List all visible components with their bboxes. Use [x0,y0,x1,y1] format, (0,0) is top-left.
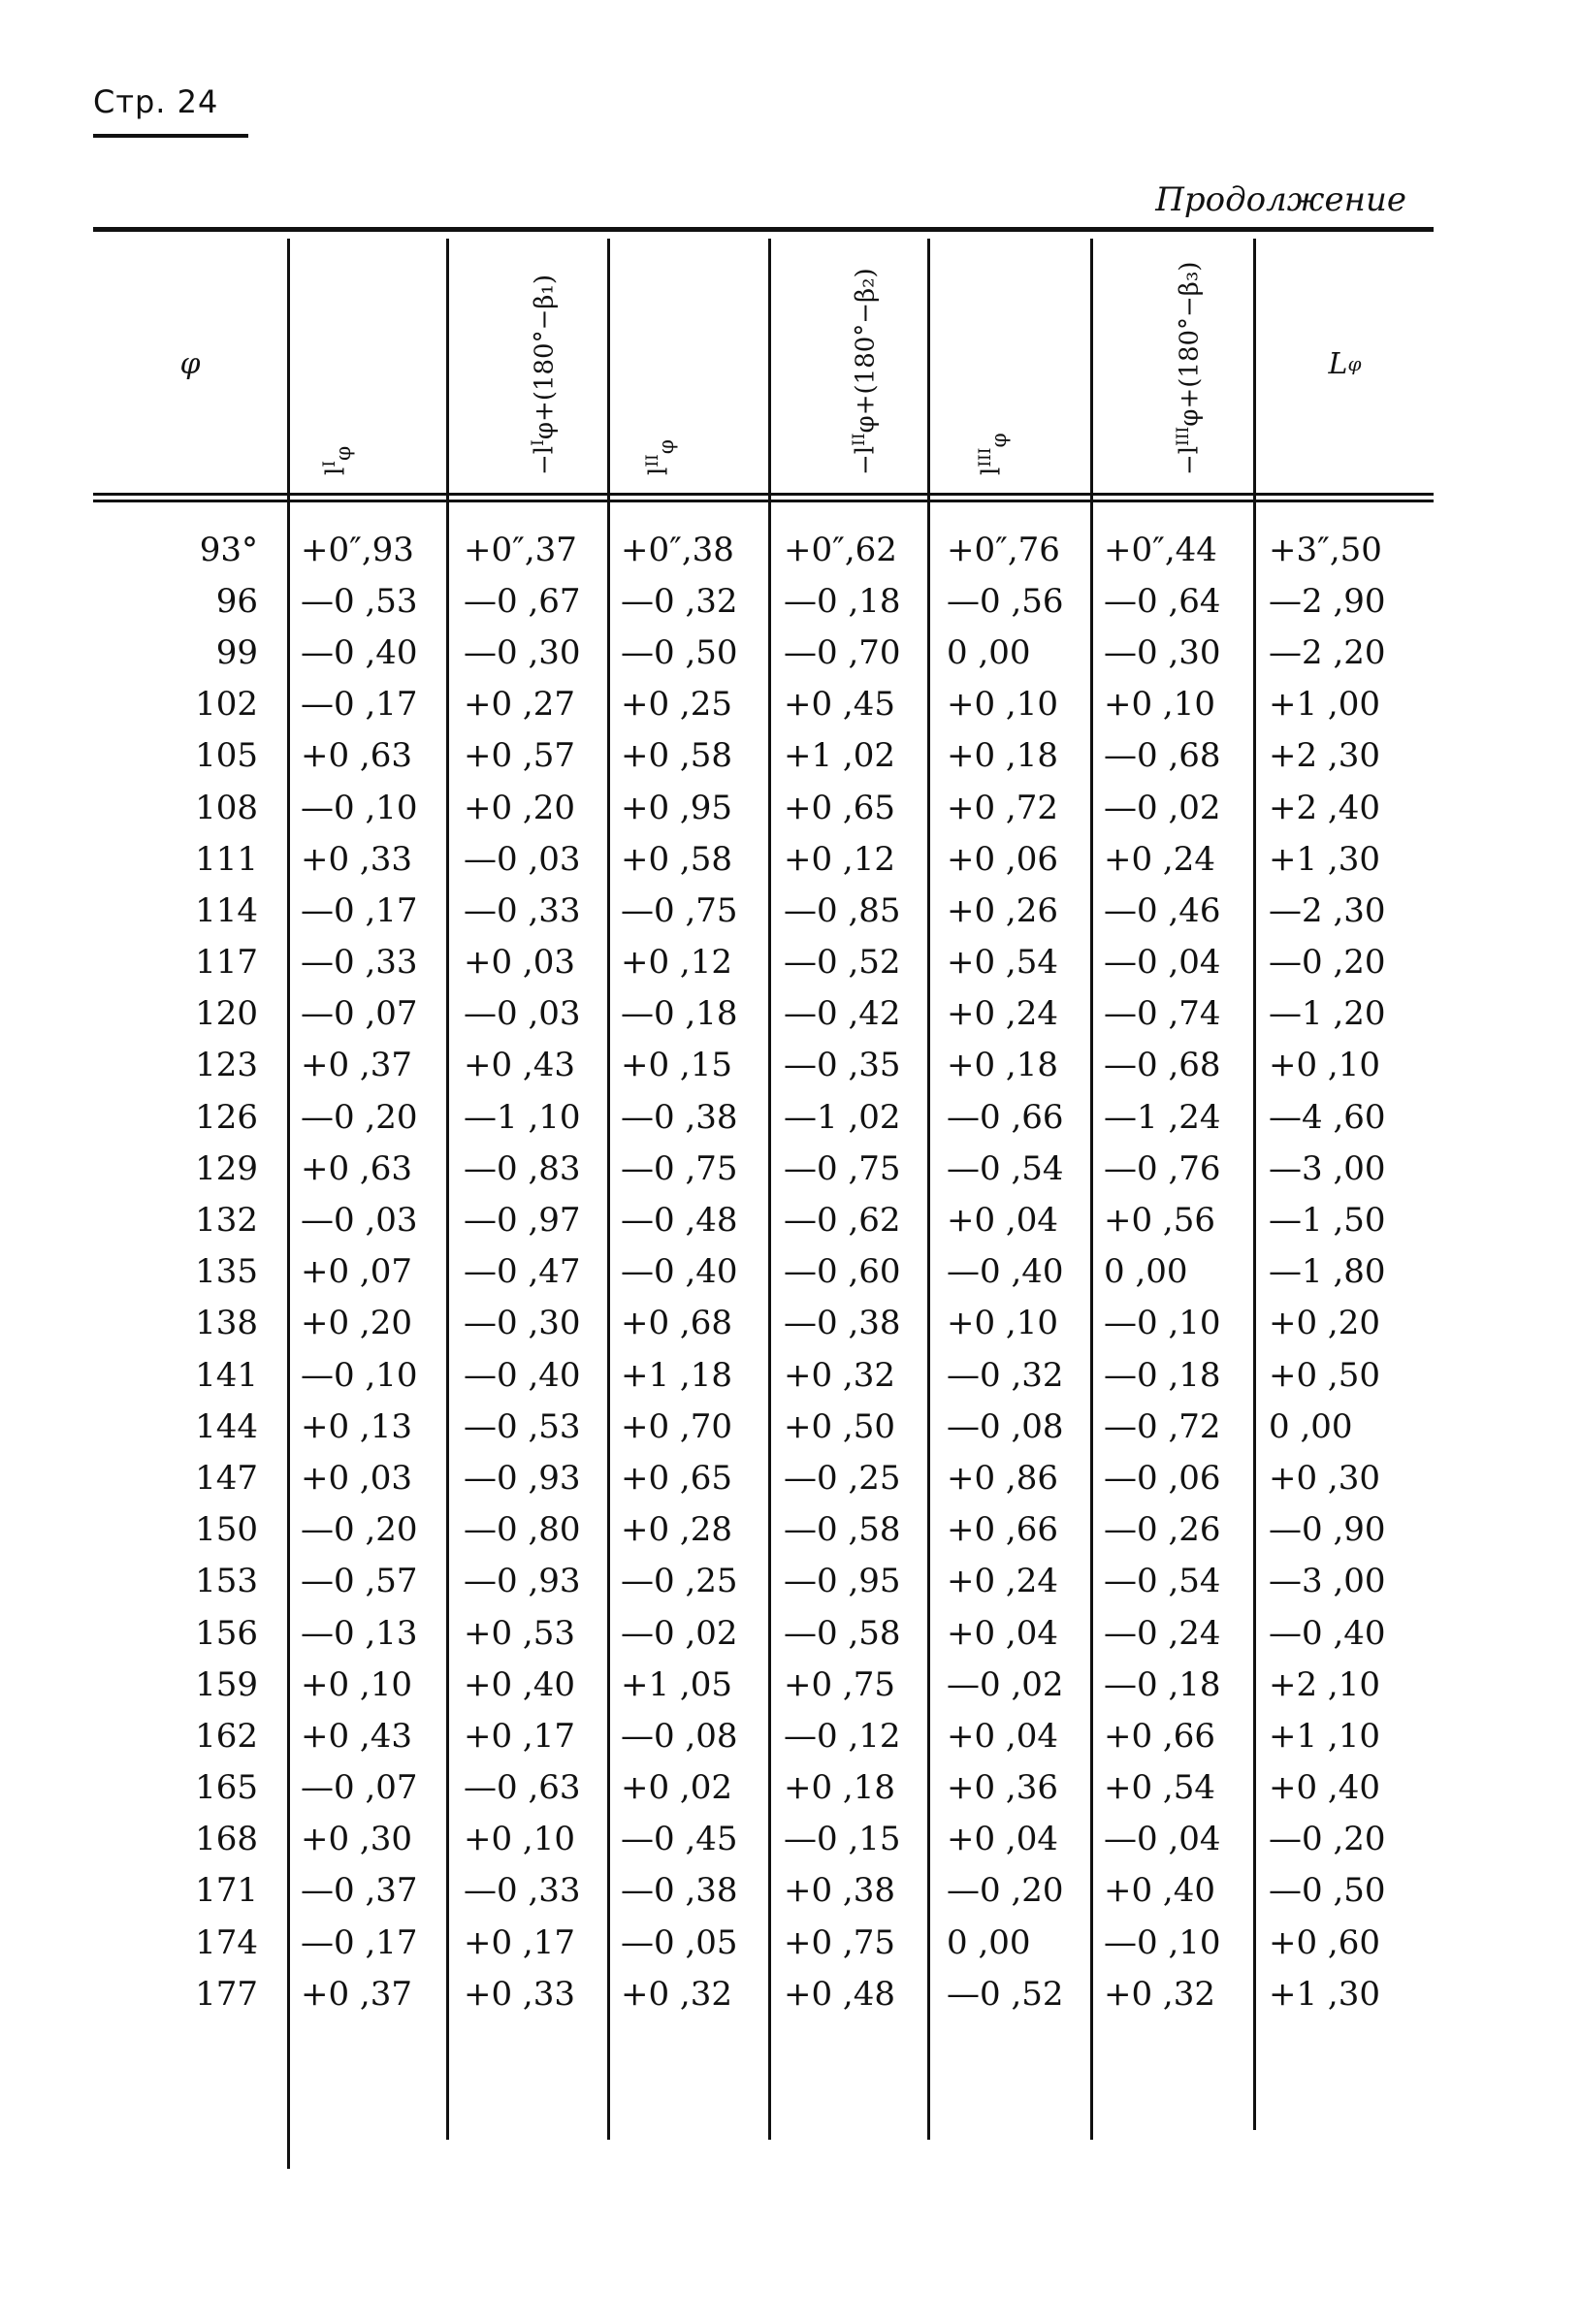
value-cell: +0″,44 [1104,530,1217,569]
table-row [93,575,1434,627]
value-cell: —0 ,60 [784,1252,901,1292]
value-cell: —0 ,45 [621,1820,738,1859]
table-row [93,1504,1434,1556]
value-cell: —0 ,97 [464,1201,581,1241]
value-cell: —0 ,38 [621,1097,738,1137]
value-cell: —0 ,57 [301,1562,418,1601]
value-cell: +0 ,58 [621,736,732,776]
value-cell: +0 ,18 [784,1768,895,1808]
table-row [93,1194,1434,1245]
table-row [93,1710,1434,1761]
table-row [93,885,1434,936]
value-cell: —0 ,05 [621,1922,738,1962]
value-cell: —0 ,33 [464,890,581,930]
table-row [93,1298,1434,1349]
value-cell: +0 ,54 [1104,1768,1215,1808]
value-cell: —0 ,17 [301,685,418,725]
value-cell: +0 ,43 [464,1046,575,1085]
phi-cell: 162 [195,1716,258,1756]
value-cell: +0 ,10 [947,1304,1058,1343]
value-cell: —0 ,33 [301,943,418,983]
value-cell: —0 ,48 [621,1201,738,1241]
value-cell: —0 ,52 [947,1974,1064,2014]
table-row [93,524,1434,575]
value-cell: —0 ,80 [464,1510,581,1550]
phi-cell: 150 [195,1510,258,1550]
table-row [93,782,1434,833]
value-cell: —3 ,00 [1269,1562,1386,1601]
value-cell: —0 ,95 [784,1562,901,1601]
table-row [93,1814,1434,1865]
value-cell: +0 ,32 [621,1974,732,2014]
value-cell: +0 ,03 [301,1458,412,1498]
value-cell: +0 ,36 [947,1768,1058,1808]
value-cell: +0 ,10 [301,1664,412,1704]
value-cell: —0 ,15 [784,1820,901,1859]
value-cell: —0 ,68 [1104,1046,1221,1085]
value-cell: +1 ,05 [621,1664,732,1704]
value-cell: —3 ,00 [1269,1148,1386,1188]
value-cell: +0 ,60 [1269,1922,1380,1962]
value-cell: —0 ,40 [1269,1613,1386,1653]
value-cell: 0 ,00 [1269,1406,1353,1446]
table-row [93,937,1434,988]
value-cell: 0 ,00 [947,1922,1031,1962]
table-row [93,1659,1434,1710]
header-col-1: $l^I_\varphi$ [320,445,356,475]
value-cell: +0 ,32 [1104,1974,1215,2014]
value-cell: —0 ,53 [301,581,418,621]
value-cell: +0 ,20 [464,788,575,827]
value-cell: +0 ,03 [464,943,575,983]
table-row [93,679,1434,730]
value-cell: +0″,93 [301,530,414,569]
value-cell: +0 ,40 [464,1664,575,1704]
value-cell: —0 ,32 [947,1355,1064,1395]
value-cell: —0 ,72 [1104,1406,1221,1446]
phi-cell: 117 [195,943,258,983]
value-cell: —0 ,67 [464,581,581,621]
value-cell: +0″,38 [621,530,734,569]
table-row [93,988,1434,1040]
header-L-phi: L φ [1328,346,1362,381]
value-cell: —0 ,20 [947,1871,1064,1911]
phi-cell: 159 [195,1664,258,1704]
table-row [93,833,1434,885]
value-cell: +0 ,65 [621,1458,732,1498]
phi-cell: 144 [195,1406,258,1446]
value-cell: —0 ,25 [621,1562,738,1601]
phi-cell: 99 [215,632,258,672]
value-cell: +0 ,38 [784,1871,895,1911]
header-col-5: $l^{III}_\varphi$ [976,433,1012,475]
phi-cell: 108 [195,788,258,827]
data-table [93,524,1434,2019]
value-cell: +0 ,12 [784,839,895,879]
value-cell: —0 ,02 [621,1613,738,1653]
value-cell: —0 ,76 [1104,1148,1221,1188]
phi-cell: 153 [195,1562,258,1601]
value-cell: —0 ,38 [784,1304,901,1343]
value-cell: —0 ,83 [464,1148,581,1188]
value-cell: +0 ,56 [1104,1201,1215,1241]
value-cell: —0 ,03 [301,1201,418,1241]
table-row [93,1452,1434,1503]
value-cell: +0 ,27 [464,685,575,725]
value-cell: —4 ,60 [1269,1097,1386,1137]
value-cell: +0 ,63 [301,736,412,776]
table-row [93,1040,1434,1091]
value-cell: —0 ,40 [301,632,418,672]
header-col-4: $-l^{II}\varphi+(180^\circ-\beta_2)$ [850,268,881,475]
value-cell: +0 ,26 [947,890,1058,930]
value-cell: +0 ,10 [1104,685,1215,725]
value-cell: +0 ,57 [464,736,575,776]
value-cell: +0 ,20 [301,1304,412,1343]
table-row [93,1091,1434,1143]
value-cell: —0 ,04 [1104,1820,1221,1859]
value-cell: —0 ,10 [1104,1304,1221,1343]
value-cell: —0 ,03 [464,994,581,1034]
value-cell: —0 ,54 [1104,1562,1221,1601]
value-cell: +2 ,30 [1269,736,1380,776]
value-cell: —0 ,18 [1104,1355,1221,1395]
value-cell: —0 ,53 [464,1406,581,1446]
value-cell: —0 ,10 [301,788,418,827]
value-cell: —0 ,30 [464,632,581,672]
value-cell: —0 ,66 [947,1097,1064,1137]
phi-cell: 147 [195,1458,258,1498]
value-cell: —0 ,90 [1269,1510,1386,1550]
value-cell: +0 ,54 [947,943,1058,983]
value-cell: +0 ,04 [947,1613,1058,1653]
value-cell: +0 ,18 [947,736,1058,776]
value-cell: +0 ,33 [301,839,412,879]
phi-cell: 177 [195,1974,258,2014]
value-cell: +0 ,72 [947,788,1058,827]
value-cell: —2 ,20 [1269,632,1386,672]
phi-cell: 105 [195,736,258,776]
value-cell: +0 ,10 [1269,1046,1380,1085]
value-cell: —0 ,54 [947,1148,1064,1188]
value-cell: —0 ,20 [301,1510,418,1550]
phi-cell: 102 [195,685,258,725]
value-cell: —0 ,63 [464,1768,581,1808]
value-cell: —0 ,20 [1269,943,1386,983]
value-cell: —0 ,13 [301,1613,418,1653]
value-cell: +0 ,65 [784,788,895,827]
table-row [93,1401,1434,1452]
value-cell: —0 ,50 [621,632,738,672]
value-cell: —0 ,02 [947,1664,1064,1704]
value-cell: —0 ,08 [947,1406,1064,1446]
value-cell: —0 ,02 [1104,788,1221,827]
phi-cell: 141 [195,1355,258,1395]
value-cell: —0 ,75 [784,1148,901,1188]
value-cell: —0 ,42 [784,994,901,1034]
value-cell: +0 ,50 [1269,1355,1380,1395]
table-row [93,1865,1434,1917]
value-cell: —0 ,40 [947,1252,1064,1292]
value-cell: +0 ,24 [1104,839,1215,879]
value-cell: —0 ,70 [784,632,901,672]
value-cell: +0 ,28 [621,1510,732,1550]
value-cell: —0 ,52 [784,943,901,983]
value-cell: —0 ,93 [464,1562,581,1601]
value-cell: +0 ,45 [784,685,895,725]
value-cell: +0 ,40 [1104,1871,1215,1911]
value-cell: —0 ,20 [301,1097,418,1137]
value-cell: —0 ,10 [301,1355,418,1395]
value-cell: +0 ,75 [784,1922,895,1962]
value-cell: —0 ,58 [784,1510,901,1550]
value-cell: +0 ,63 [301,1148,412,1188]
value-cell: —0 ,18 [621,994,738,1034]
value-cell: +0″,62 [784,530,897,569]
value-cell: —0 ,24 [1104,1613,1221,1653]
value-cell: —0 ,85 [784,890,901,930]
value-cell: —0 ,03 [464,839,581,879]
value-cell: —0 ,37 [301,1871,418,1911]
value-cell: +0 ,43 [301,1716,412,1756]
header-col-6: $-l^{III}\varphi+(180^\circ-\beta_3)$ [1174,261,1205,475]
value-cell: —0 ,32 [621,581,738,621]
table-row [93,1556,1434,1607]
value-cell: —0 ,20 [1269,1820,1386,1859]
value-cell: —0 ,25 [784,1458,901,1498]
phi-cell: 120 [195,994,258,1034]
value-cell: +2 ,10 [1269,1664,1380,1704]
value-cell: —0 ,26 [1104,1510,1221,1550]
value-cell: +0 ,70 [621,1406,732,1446]
phi-cell: 165 [195,1768,258,1808]
value-cell: +0″,37 [464,530,577,569]
value-cell: +0 ,17 [464,1922,575,1962]
value-cell: 0 ,00 [947,632,1031,672]
value-cell: —0 ,38 [621,1871,738,1911]
value-cell: —0 ,56 [947,581,1064,621]
value-cell: —0 ,30 [464,1304,581,1343]
value-cell: +0 ,75 [784,1664,895,1704]
value-cell: —0 ,64 [1104,581,1221,621]
value-cell: +0 ,30 [1269,1458,1380,1498]
phi-cell: 135 [195,1252,258,1292]
value-cell: +0 ,25 [621,685,732,725]
value-cell: 0 ,00 [1104,1252,1188,1292]
value-cell: —2 ,90 [1269,581,1386,621]
value-cell: +1 ,18 [621,1355,732,1395]
value-cell: +0 ,20 [1269,1304,1380,1343]
value-cell: +0 ,40 [1269,1768,1380,1808]
table-row [93,1607,1434,1659]
value-cell: +0 ,04 [947,1201,1058,1241]
phi-cell: 156 [195,1613,258,1653]
value-cell: —0 ,47 [464,1252,581,1292]
value-cell: —0 ,33 [464,1871,581,1911]
value-cell: —0 ,06 [1104,1458,1221,1498]
phi-cell: 126 [195,1097,258,1137]
value-cell: —2 ,30 [1269,890,1386,930]
value-cell: +0 ,04 [947,1820,1058,1859]
value-cell: —0 ,04 [1104,943,1221,983]
value-cell: +0 ,24 [947,994,1058,1034]
value-cell: —0 ,75 [621,890,738,930]
value-cell: +0 ,32 [784,1355,895,1395]
header-bottom-rule [93,493,1434,502]
value-cell: +0 ,37 [301,1974,412,2014]
value-cell: +0 ,50 [784,1406,895,1446]
value-cell: +1 ,02 [784,736,895,776]
value-cell: +0 ,06 [947,839,1058,879]
value-cell: +0″,76 [947,530,1060,569]
phi-cell: 129 [195,1148,258,1188]
value-cell: +0 ,13 [301,1406,412,1446]
phi-cell: 174 [195,1922,258,1962]
table-row [93,1968,1434,2019]
phi-cell: 123 [195,1046,258,1085]
table-row [93,1917,1434,1968]
value-cell: —1 ,80 [1269,1252,1386,1292]
value-cell: +0 ,86 [947,1458,1058,1498]
table-row [93,1246,1434,1298]
header-col-2: $-l^I\varphi+(180^\circ-\beta_1)$ [529,274,560,475]
value-cell: —0 ,93 [464,1458,581,1498]
value-cell: +0 ,24 [947,1562,1058,1601]
value-cell: —1 ,02 [784,1097,901,1137]
value-cell: +0 ,95 [621,788,732,827]
table-row [93,627,1434,678]
value-cell: —0 ,75 [621,1148,738,1188]
value-cell: —0 ,68 [1104,736,1221,776]
value-cell: +0 ,12 [621,943,732,983]
value-cell: +0 ,18 [947,1046,1058,1085]
phi-cell: 171 [195,1871,258,1911]
value-cell: —0 ,10 [1104,1922,1221,1962]
value-cell: +0 ,53 [464,1613,575,1653]
value-cell: +0 ,04 [947,1716,1058,1756]
value-cell: +0 ,68 [621,1304,732,1343]
value-cell: —0 ,46 [1104,890,1221,930]
phi-cell: 138 [195,1304,258,1343]
value-cell: +0 ,02 [621,1768,732,1808]
phi-cell: 96 [215,581,258,621]
value-cell: —0 ,40 [464,1355,581,1395]
value-cell: —0 ,35 [784,1046,901,1085]
value-cell: +1 ,30 [1269,1974,1380,2014]
table-row [93,1762,1434,1814]
table-top-rule [93,227,1434,232]
table-row [93,1143,1434,1194]
value-cell: +0 ,17 [464,1716,575,1756]
value-cell: —0 ,50 [1269,1871,1386,1911]
value-cell: —1 ,50 [1269,1201,1386,1241]
value-cell: +0 ,30 [301,1820,412,1859]
value-cell: +0 ,10 [464,1820,575,1859]
value-cell: —0 ,74 [1104,994,1221,1034]
table-row [93,730,1434,782]
value-cell: +0 ,37 [301,1046,412,1085]
value-cell: —0 ,17 [301,1922,418,1962]
value-cell: +2 ,40 [1269,788,1380,827]
value-cell: +0 ,07 [301,1252,412,1292]
value-cell: +0 ,10 [947,685,1058,725]
page-number: Стр. 24 [93,83,219,120]
value-cell: +0 ,48 [784,1974,895,2014]
value-cell: +1 ,00 [1269,685,1380,725]
value-cell: +0 ,66 [947,1510,1058,1550]
phi-cell: 93° [199,530,258,569]
value-cell: —0 ,62 [784,1201,901,1241]
value-cell: —0 ,18 [1104,1664,1221,1704]
value-cell: —0 ,08 [621,1716,738,1756]
value-cell: +0 ,33 [464,1974,575,2014]
continuation-label: Продолжение [1155,180,1406,219]
value-cell: +0 ,66 [1104,1716,1215,1756]
phi-cell: 132 [195,1201,258,1241]
value-cell: —0 ,58 [784,1613,901,1653]
value-cell: —1 ,10 [464,1097,581,1137]
header-phi: φ [179,346,201,381]
value-cell: +1 ,30 [1269,839,1380,879]
phi-cell: 168 [195,1820,258,1859]
header-col-3: $l^{II}_\varphi$ [643,439,679,475]
value-cell: +3″,50 [1269,530,1382,569]
value-cell: +0 ,58 [621,839,732,879]
phi-cell: 111 [195,839,258,879]
page-number-underline [93,134,248,138]
table-row [93,1349,1434,1401]
value-cell: —0 ,07 [301,1768,418,1808]
value-cell: —0 ,30 [1104,632,1221,672]
value-cell: —0 ,12 [784,1716,901,1756]
value-cell: +0 ,15 [621,1046,732,1085]
value-cell: —0 ,18 [784,581,901,621]
value-cell: —0 ,17 [301,890,418,930]
value-cell: —0 ,40 [621,1252,738,1292]
value-cell: —1 ,24 [1104,1097,1221,1137]
value-cell: +1 ,10 [1269,1716,1380,1756]
value-cell: —0 ,07 [301,994,418,1034]
value-cell: —1 ,20 [1269,994,1386,1034]
phi-cell: 114 [195,890,258,930]
